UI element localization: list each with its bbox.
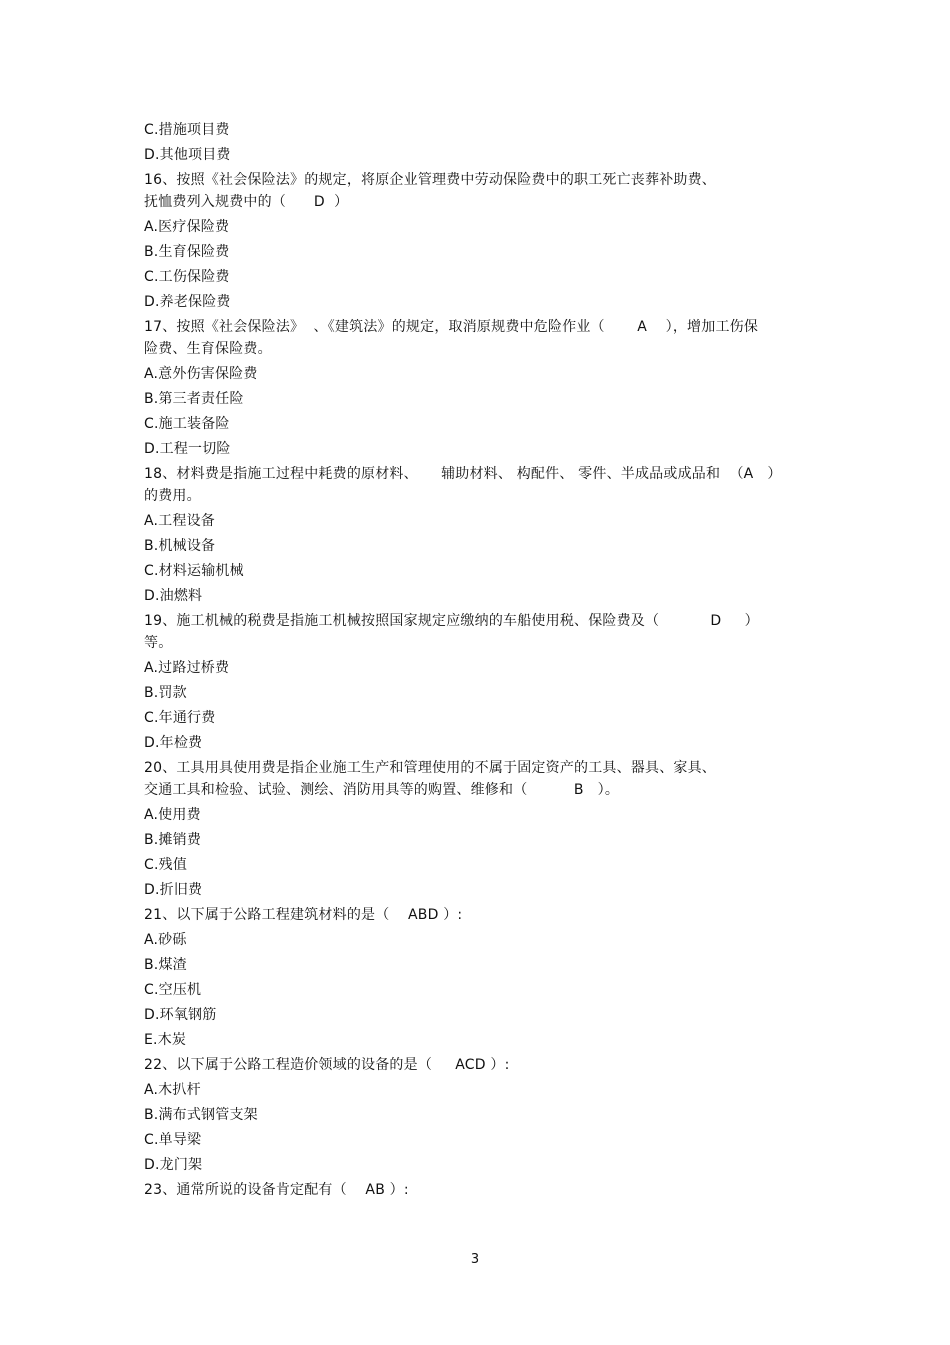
option-line: C.措施项目费 (144, 122, 230, 138)
question-continuation-line: 抚恤费列入规费中的（ D ） (144, 194, 349, 210)
option-line: C.单导梁 (144, 1132, 202, 1148)
question-line: 16、按照《社会保险法》的规定，将原企业管理费中劳动保险费中的职工死亡丧葬补助费、 (144, 172, 717, 188)
option-line: A.砂砾 (144, 932, 187, 948)
question-line: 19、施工机械的税费是指施工机械按照国家规定应缴纳的车船使用税、保险费及（ D ） (144, 613, 759, 629)
option-line: 23、通常所说的设备肯定配有（ AB ）: (144, 1182, 409, 1198)
option-line: C.年通行费 (144, 710, 216, 726)
question-line: 17、按照《社会保险法》 、《建筑法》的规定，取消原规费中危险作业（ A ），增加工伤保 (144, 319, 759, 335)
option-line: A.过路过桥费 (144, 660, 230, 676)
option-line: C.施工装备险 (144, 416, 230, 432)
question-line: 20、工具用具使用费是指企业施工生产和管理使用的不属于固定资产的工具、器具、家具、 (144, 760, 717, 776)
option-line: A.医疗保险费 (144, 219, 230, 235)
option-line: C.材料运输机械 (144, 563, 244, 579)
option-line: A.使用费 (144, 807, 201, 823)
option-line: B.第三者责任险 (144, 391, 244, 407)
option-line: D.年检费 (144, 735, 203, 751)
question-line: 18、材料费是指施工过程中耗费的原材料、 辅助材料、 构配件、 零件、半成品或成品和 （A ） (144, 466, 782, 482)
option-line: D.工程一切险 (144, 441, 231, 457)
option-line: C.空压机 (144, 982, 202, 998)
option-line: A.意外伤害保险费 (144, 366, 258, 382)
question-continuation-line: 的费用。 (144, 488, 201, 504)
page-number: 3 (470, 1252, 480, 1267)
option-line: B.摊销费 (144, 832, 202, 848)
question-continuation-line: 交通工具和检验、试验、测绘、消防用具等的购置、维修和（ B ）。 (144, 782, 620, 798)
option-line: B.满布式钢管支架 (144, 1107, 258, 1123)
option-line: D.其他项目费 (144, 147, 231, 163)
option-line: C.工伤保险费 (144, 269, 230, 285)
option-line: D.龙门架 (144, 1157, 203, 1173)
option-line: A.木扒杆 (144, 1082, 201, 1098)
option-line: 21、以下属于公路工程建筑材料的是（ ABD ）: (144, 907, 463, 923)
option-line: C.残值 (144, 857, 188, 873)
option-line: D.养老保险费 (144, 294, 231, 310)
option-line: 22、以下属于公路工程造价领域的设备的是（ ACD ）: (144, 1057, 510, 1073)
option-line: D.油燃料 (144, 588, 203, 604)
option-line: A.工程设备 (144, 513, 215, 529)
option-line: B.机械设备 (144, 538, 216, 554)
question-continuation-line: 险费、生育保险费。 (144, 341, 272, 357)
question-list (144, 119, 824, 1204)
option-line: E.木炭 (144, 1032, 187, 1048)
option-line: B.煤渣 (144, 957, 187, 973)
question-continuation-line: 等。 (144, 635, 173, 651)
option-line: B.生育保险费 (144, 244, 230, 260)
option-line: D.环氧钢筋 (144, 1007, 217, 1023)
option-line: B.罚款 (144, 685, 187, 701)
option-line: D.折旧费 (144, 882, 203, 898)
